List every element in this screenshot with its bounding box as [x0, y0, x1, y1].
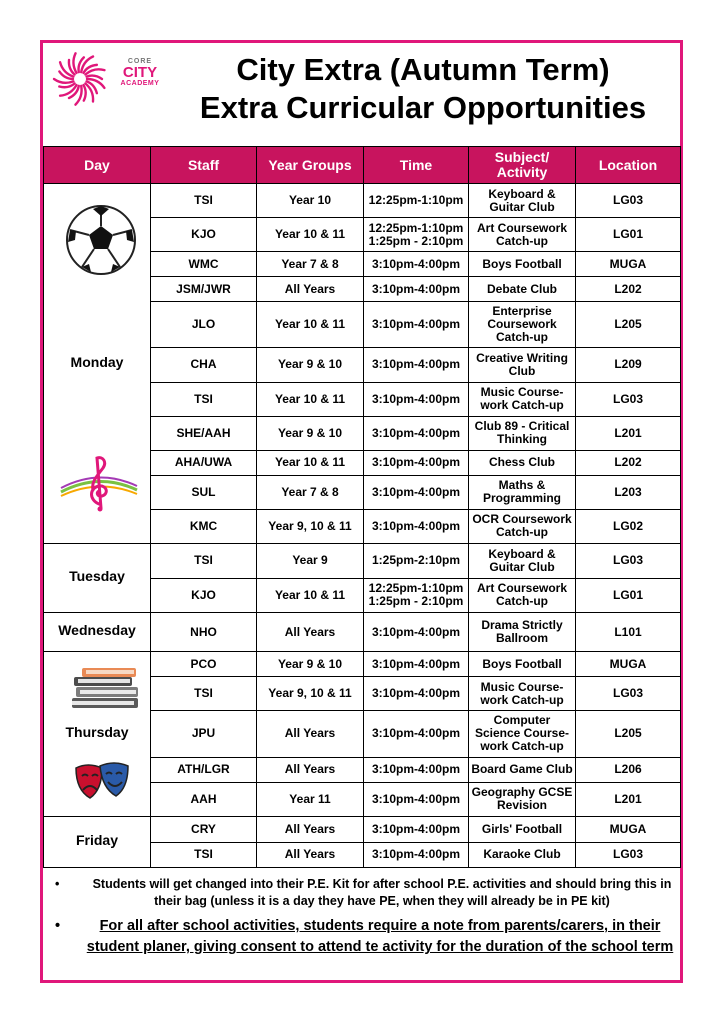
note-consent	[55, 916, 675, 958]
timetable	[43, 146, 681, 868]
cell-activity	[469, 277, 576, 302]
activity-text: Geography GCSE Revision	[471, 785, 573, 813]
header-day: Day	[44, 147, 151, 184]
time-text: 3:10pm-4:00pm	[371, 281, 461, 296]
location-text: LG03	[612, 686, 643, 701]
year-groups-text: Year 10 & 11	[274, 391, 346, 406]
cell-activity	[469, 252, 576, 277]
activity-text: Art Coursework Catch-up	[476, 220, 568, 248]
cell-staff	[151, 184, 257, 218]
cell-year-groups	[257, 450, 364, 475]
cell-location	[576, 817, 681, 843]
location-text: LG01	[612, 587, 643, 602]
staff-text: TSI	[194, 553, 213, 568]
header-staff: Staff	[151, 147, 257, 184]
cell-activity	[469, 450, 576, 475]
year-groups-text: Year 10	[288, 193, 332, 208]
cell-time	[364, 450, 469, 475]
table-row	[44, 652, 681, 677]
cell-year-groups	[257, 544, 364, 579]
cell-year-groups	[257, 252, 364, 277]
staff-text: JSM/JWR	[176, 281, 231, 296]
cell-staff	[151, 277, 257, 302]
time-text: 3:10pm-4:00pm	[371, 821, 461, 836]
cell-year-groups	[257, 711, 364, 757]
cell-staff	[151, 450, 257, 475]
books-icon	[68, 666, 144, 714]
year-groups-text: Year 10 & 11	[274, 587, 346, 602]
football-icon	[65, 204, 137, 278]
time-text: 3:10pm-4:00pm	[371, 847, 461, 862]
staff-text: CHA	[190, 357, 217, 372]
location-text: L209	[614, 357, 642, 372]
time-text: 3:10pm-4:00pm	[371, 624, 461, 639]
time-text: 3:10pm-4:00pm	[371, 656, 461, 671]
cell-location	[576, 252, 681, 277]
cell-time	[364, 677, 469, 711]
location-text: L202	[614, 455, 642, 470]
cell-activity	[469, 348, 576, 382]
cell-location	[576, 382, 681, 416]
bullet-icon: •	[55, 918, 61, 934]
cell-activity	[469, 475, 576, 509]
cell-time	[364, 509, 469, 543]
page-title	[168, 52, 678, 128]
time-second-text: 1:25pm - 2:10pm	[368, 594, 464, 609]
staff-text: KMC	[189, 518, 218, 533]
cell-activity	[469, 652, 576, 677]
cell-year-groups	[257, 184, 364, 218]
cell-location	[576, 842, 681, 868]
day-cell-inner	[46, 184, 148, 543]
activity-text: Music Course-work Catch-up	[480, 679, 564, 707]
note-pe-kit	[55, 876, 675, 910]
cell-location	[576, 184, 681, 218]
day-label: Wednesday	[58, 622, 136, 638]
cell-year-groups	[257, 578, 364, 613]
cell-time	[364, 302, 469, 348]
cell-staff	[151, 817, 257, 843]
cell-staff	[151, 382, 257, 416]
starburst-logo-icon	[52, 50, 112, 108]
cell-activity	[469, 416, 576, 450]
cell-location	[576, 711, 681, 757]
day-cell-wednesday	[44, 613, 151, 652]
activity-text: Maths & Programming	[482, 478, 561, 506]
location-text: L201	[614, 425, 642, 440]
cell-staff	[151, 218, 257, 252]
cell-time	[364, 252, 469, 277]
cell-staff	[151, 578, 257, 613]
time-text: 3:10pm-4:00pm	[371, 425, 461, 440]
cell-year-groups	[257, 348, 364, 382]
staff-text: JLO	[191, 317, 216, 332]
cell-location	[576, 677, 681, 711]
staff-text: AAH	[190, 791, 217, 806]
cell-staff	[151, 544, 257, 579]
location-text: L201	[614, 791, 642, 806]
year-groups-text: All Years	[284, 726, 336, 741]
year-groups-text: Year 7 & 8	[281, 256, 339, 271]
cell-year-groups	[257, 218, 364, 252]
cell-year-groups	[257, 302, 364, 348]
year-groups-text: All Years	[284, 847, 336, 862]
day-cell-monday	[44, 184, 151, 544]
day-label: Thursday	[65, 724, 129, 740]
time-text: 12:25pm-1:10pm	[368, 581, 464, 596]
activity-text: Music Course-work Catch-up	[480, 385, 564, 413]
location-text: L203	[614, 484, 642, 499]
staff-text: TSI	[194, 847, 213, 862]
cell-activity	[469, 842, 576, 868]
activity-text: Board Game Club	[471, 762, 573, 777]
cell-location	[576, 757, 681, 782]
table-row	[44, 613, 681, 652]
cell-staff	[151, 677, 257, 711]
staff-text: PCO	[190, 656, 217, 671]
cell-location	[576, 302, 681, 348]
location-text: MUGA	[609, 821, 647, 836]
activity-text: Enterprise Coursework Catch-up	[487, 304, 557, 345]
time-text: 3:10pm-4:00pm	[371, 726, 461, 741]
cell-year-groups	[257, 509, 364, 543]
cell-year-groups	[257, 782, 364, 816]
staff-text: SUL	[191, 484, 216, 499]
cell-time	[364, 711, 469, 757]
year-groups-text: Year 7 & 8	[281, 484, 339, 499]
staff-text: TSI	[194, 193, 213, 208]
cell-time	[364, 613, 469, 652]
cell-location	[576, 652, 681, 677]
activity-text: Keyboard & Guitar Club	[488, 186, 556, 214]
day-cell-inner	[46, 817, 148, 867]
cell-time	[364, 218, 469, 252]
staff-text: ATH/LGR	[177, 762, 230, 777]
header-time: Time	[364, 147, 469, 184]
day-cell-inner	[46, 544, 148, 612]
cell-time	[364, 782, 469, 816]
cell-staff	[151, 348, 257, 382]
logo-core: CORE	[127, 58, 153, 65]
activity-text: Creative Writing Club	[476, 350, 568, 378]
cell-location	[576, 348, 681, 382]
staff-text: CRY	[191, 821, 216, 836]
cell-staff	[151, 711, 257, 757]
staff-text: SHE/AAH	[176, 425, 231, 440]
cell-activity	[469, 382, 576, 416]
cell-staff	[151, 613, 257, 652]
cell-time	[364, 277, 469, 302]
location-text: LG02	[612, 518, 643, 533]
theatre-masks-icon	[72, 760, 132, 804]
staff-text: KJO	[191, 587, 216, 602]
cell-activity	[469, 218, 576, 252]
year-groups-text: Year 9 & 10	[277, 357, 343, 372]
time-text: 3:10pm-4:00pm	[371, 762, 461, 777]
cell-staff	[151, 252, 257, 277]
year-groups-text: Year 10 & 11	[274, 455, 346, 470]
location-text: L101	[614, 624, 642, 639]
staff-text: WMC	[188, 256, 219, 271]
cell-location	[576, 782, 681, 816]
cell-staff	[151, 509, 257, 543]
activity-text: Art Coursework Catch-up	[476, 581, 568, 609]
activity-text: Chess Club	[488, 455, 555, 470]
table-row	[44, 817, 681, 843]
cell-activity	[469, 302, 576, 348]
cell-time	[364, 544, 469, 579]
day-cell-thursday	[44, 652, 151, 817]
cell-staff	[151, 475, 257, 509]
time-second-text: 1:25pm - 2:10pm	[368, 233, 464, 248]
activity-text: Club 89 - Critical Thinking	[474, 419, 570, 447]
day-label: Friday	[75, 832, 118, 848]
location-text: L202	[614, 281, 642, 296]
staff-text: JPU	[191, 726, 216, 741]
activity-text: Karaoke Club	[483, 847, 561, 862]
location-text: LG03	[612, 193, 643, 208]
location-text: MUGA	[609, 256, 647, 271]
cell-location	[576, 613, 681, 652]
year-groups-text: Year 9	[292, 553, 328, 568]
cell-activity	[469, 544, 576, 579]
logo-text	[110, 58, 170, 87]
year-groups-text: Year 10 & 11	[274, 317, 346, 332]
time-text: 12:25pm-1:10pm	[368, 193, 464, 208]
music-note-icon	[59, 452, 139, 514]
location-text: L206	[614, 762, 642, 777]
cell-activity	[469, 677, 576, 711]
cell-location	[576, 218, 681, 252]
cell-year-groups	[257, 817, 364, 843]
cell-staff	[151, 652, 257, 677]
cell-time	[364, 842, 469, 868]
cell-staff	[151, 302, 257, 348]
activity-text: Girls' Football	[481, 821, 563, 836]
cell-activity	[469, 509, 576, 543]
day-cell-tuesday	[44, 544, 151, 613]
year-groups-text: All Years	[284, 762, 336, 777]
cell-activity	[469, 757, 576, 782]
cell-year-groups	[257, 757, 364, 782]
time-text: 3:10pm-4:00pm	[371, 518, 461, 533]
activity-text: Boys Football	[482, 656, 562, 671]
cell-activity	[469, 184, 576, 218]
day-cell-friday	[44, 817, 151, 868]
cell-year-groups	[257, 652, 364, 677]
year-groups-text: Year 10 & 11	[274, 227, 346, 242]
location-text: MUGA	[609, 656, 647, 671]
year-groups-text: All Years	[284, 624, 336, 639]
table-header-row	[44, 147, 681, 184]
activity-text: Drama Strictly Ballroom	[481, 618, 563, 645]
cell-staff	[151, 782, 257, 816]
day-cell-inner	[46, 613, 148, 651]
time-text: 3:10pm-4:00pm	[371, 391, 461, 406]
time-text: 3:10pm-4:00pm	[371, 686, 461, 701]
time-text: 3:10pm-4:00pm	[371, 484, 461, 499]
header-year-groups: Year Groups	[257, 147, 364, 184]
cell-staff	[151, 757, 257, 782]
year-groups-text: Year 9 & 10	[277, 656, 343, 671]
cell-year-groups	[257, 842, 364, 868]
cell-time	[364, 475, 469, 509]
cell-time	[364, 817, 469, 843]
year-groups-text: All Years	[284, 281, 336, 296]
header-activity: Subject/ Activity	[469, 147, 576, 184]
notes	[55, 876, 675, 958]
cell-location	[576, 544, 681, 579]
year-groups-text: Year 9, 10 & 11	[268, 686, 352, 701]
table-row	[44, 184, 681, 218]
cell-time	[364, 184, 469, 218]
staff-text: AHA/UWA	[174, 455, 233, 470]
cell-location	[576, 277, 681, 302]
cell-time	[364, 348, 469, 382]
day-label: Monday	[70, 353, 124, 370]
title-line-1: City Extra (Autumn Term)	[236, 52, 610, 87]
day-label: Tuesday	[69, 568, 125, 584]
cell-time	[364, 416, 469, 450]
year-groups-text: Year 9, 10 & 11	[268, 518, 352, 533]
year-groups-text: Year 11	[289, 791, 331, 806]
time-text: 3:10pm-4:00pm	[371, 455, 461, 470]
location-text: L205	[614, 726, 642, 741]
time-text: 3:10pm-4:00pm	[371, 357, 461, 372]
cell-staff	[151, 842, 257, 868]
activity-text: Keyboard & Guitar Club	[488, 546, 556, 574]
year-groups-text: Year 9 & 10	[277, 425, 343, 440]
cell-year-groups	[257, 475, 364, 509]
cell-location	[576, 450, 681, 475]
cell-year-groups	[257, 277, 364, 302]
cell-time	[364, 757, 469, 782]
time-text: 12:25pm-1:10pm	[368, 220, 464, 235]
cell-time	[364, 578, 469, 613]
table-row	[44, 544, 681, 579]
location-text: L205	[614, 317, 642, 332]
time-text: 3:10pm-4:00pm	[371, 317, 461, 332]
activity-text: Debate Club	[486, 281, 557, 296]
cell-location	[576, 578, 681, 613]
cell-activity	[469, 817, 576, 843]
cell-year-groups	[257, 416, 364, 450]
cell-year-groups	[257, 677, 364, 711]
location-text: LG03	[612, 391, 643, 406]
activity-text: Computer Science Course-work Catch-up	[474, 713, 570, 754]
location-text: LG01	[612, 227, 643, 242]
cell-activity	[469, 711, 576, 757]
cell-location	[576, 509, 681, 543]
location-text: LG03	[612, 553, 643, 568]
cell-location	[576, 416, 681, 450]
cell-activity	[469, 613, 576, 652]
cell-activity	[469, 782, 576, 816]
staff-text: KJO	[191, 227, 216, 242]
staff-text: NHO	[190, 624, 217, 639]
cell-year-groups	[257, 613, 364, 652]
bullet-icon: •	[55, 877, 60, 891]
logo-city: CITY	[122, 64, 158, 81]
time-text: 1:25pm-2:10pm	[371, 553, 461, 568]
time-text: 3:10pm-4:00pm	[371, 256, 461, 271]
cell-time	[364, 382, 469, 416]
cell-staff	[151, 416, 257, 450]
cell-year-groups	[257, 382, 364, 416]
cell-time	[364, 652, 469, 677]
header-location: Location	[576, 147, 681, 184]
location-text: LG03	[612, 847, 643, 862]
title-line-2: Extra Curricular Opportunities	[199, 90, 647, 125]
logo-academy: ACADEMY	[120, 80, 160, 87]
activity-text: Boys Football	[482, 256, 562, 271]
cell-activity	[469, 578, 576, 613]
year-groups-text: All Years	[284, 821, 336, 836]
staff-text: TSI	[194, 686, 213, 701]
activity-text: OCR Coursework Catch-up	[472, 512, 572, 540]
cell-location	[576, 475, 681, 509]
staff-text: TSI	[194, 391, 213, 406]
time-text: 3:10pm-4:00pm	[371, 791, 461, 806]
note-pe-kit-text: Students will get changed into their P.E. Kit for after school P.E. activities and should bring this in their bag (unless it is a day they have PE, when they will already be in PE kit)	[92, 877, 672, 908]
note-consent-text: For all after school activities, students require a note from parents/carers, in their student planer, giving consent to attend te activity for the duration of the school term	[86, 918, 674, 955]
day-cell-inner	[46, 652, 148, 816]
